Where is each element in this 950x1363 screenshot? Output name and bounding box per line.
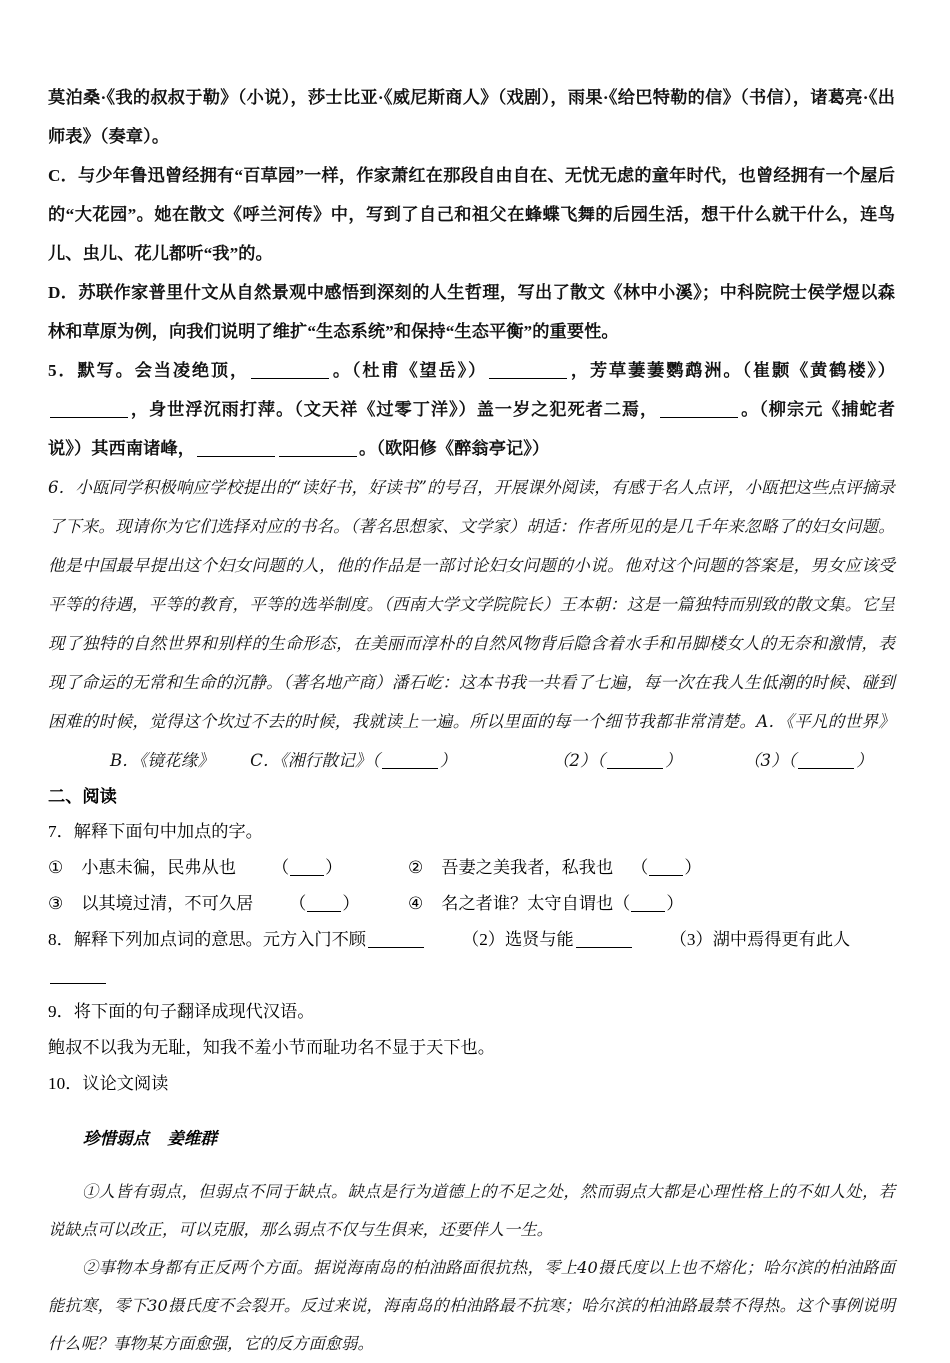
q6-choice-b[interactable]: B．《镜花缘》: [110, 751, 215, 770]
q6-answer-blank-2[interactable]: [607, 768, 663, 769]
option-c-letter: C．: [48, 166, 78, 185]
q6-ans3-open: （3）（: [743, 751, 797, 770]
question-7-row-2: [48, 886, 895, 922]
q6-answer-blank-1[interactable]: [382, 768, 438, 769]
option-b-continuation: 莫泊桑·《我的叔叔于勒》（小说），莎士比亚·《威尼斯商人》（戏剧），雨果·《给巴特勒的信》（书信），诸葛亮·《出师表》（奏章）。: [48, 88, 895, 146]
q9-number: 9．: [48, 1002, 74, 1021]
article-paragraph-2: ②事物本身都有正反两个方面。据说海南岛的柏油路面很抗热，零上40摄氏度以上也不熔化；哈尔滨的柏油路面能抗寒，零下30摄氏度不会裂开。反过来说，海南岛的柏油路最不抗寒；哈尔滨的柏油路最禁不得热。这个事例说明什么呢？事物某方面愈强，它的反方面愈弱。: [48, 1258, 895, 1354]
option-c-paragraph: [48, 156, 895, 273]
q6-ans1-open: （: [371, 751, 380, 770]
q9-prompt-text: 将下面的句子翻译成现代汉语。: [73, 1002, 315, 1021]
q7-item-1: ① 小惠未徧，民弗从也 （ ）: [48, 858, 343, 877]
option-d-letter: D．: [48, 283, 79, 302]
q7-item-2-text: 吾妻之美我者，私我也: [441, 858, 614, 877]
q7-item-4-text: 名之者谁？太守自谓也: [441, 894, 614, 913]
q8-number: 8．: [48, 930, 74, 949]
q6-ans1-close: ）: [439, 751, 457, 770]
q7-item-3: ③ 以其境过清，不可久居 （ ）: [48, 894, 360, 913]
q5-blank-4[interactable]: [660, 417, 738, 418]
article-author: 姜维群: [167, 1127, 218, 1148]
q6-ans2-open: （2）（: [552, 751, 606, 770]
q5-seg3: ，芳草萋萋鹦鹉洲。（崔颢《黄鹤楼》）: [569, 361, 896, 380]
q6-ans2-close: ）: [665, 751, 682, 770]
q8-part2: （2）选贤与能: [462, 930, 574, 949]
q7-item-1-marker: ①: [48, 858, 64, 877]
q5-blank-3[interactable]: [50, 417, 128, 418]
q7-item-2-marker: ②: [408, 858, 424, 877]
q8-part3: （3）湖中焉得更有此人: [669, 930, 851, 949]
q5-seg6: 。（欧阳修《醉翁亭记》）: [359, 439, 550, 458]
q5-blank-6[interactable]: [279, 456, 357, 457]
article-paragraph-1: ①人皆有弱点，但弱点不同于缺点。缺点是行为道德上的不足之处，然而弱点大都是心理性格上的不如人处，若说缺点可以改正，可以克服，那么弱点不仅与生俱来，还要伴人一生。: [48, 1182, 895, 1240]
q7-item-4-marker: ④: [408, 894, 424, 913]
q5-blank-1[interactable]: [251, 378, 329, 379]
q7-number: 7．: [48, 822, 74, 841]
q10-prompt-text: 议论文阅读: [82, 1074, 169, 1093]
question-5: [48, 351, 895, 468]
q5-seg1: 默写。会当凌绝顶，: [77, 361, 250, 380]
q8-prompt-text: 解释下列加点词的意思。元方入门不顾: [73, 930, 366, 949]
q6-choice-c[interactable]: C．《湘行散记》: [250, 751, 372, 770]
q6-answer-blank-3[interactable]: [798, 768, 854, 769]
q5-seg2: 。（杜甫《望岳》）: [331, 361, 488, 380]
q5-seg5: 。（柳宗元《捕蛇者说》）其西南诸峰，: [48, 400, 895, 458]
q7-item-3-blank[interactable]: [307, 911, 341, 912]
q8-blank-2[interactable]: [576, 947, 632, 948]
option-d-paragraph: [48, 273, 895, 351]
q8-blank-1[interactable]: [368, 947, 424, 948]
section-heading-reading: 二、阅读: [48, 787, 117, 806]
question-10-prompt: [48, 1066, 895, 1102]
question-8: [48, 922, 895, 994]
q7-item-1-text: 小惠未徧，民弗从也: [81, 858, 236, 877]
q8-blank-3[interactable]: [50, 983, 106, 984]
q7-item-1-blank[interactable]: [290, 875, 324, 876]
question-7-prompt: [48, 814, 895, 850]
q7-item-2-blank[interactable]: [649, 875, 683, 876]
q5-seg4: ，身世浮沉雨打萍。（文天祥《过零丁洋》）盖一岁之犯死者二焉，: [130, 400, 659, 419]
q7-item-3-marker: ③: [48, 894, 64, 913]
q5-blank-2[interactable]: [489, 378, 567, 379]
q6-number: 6．: [48, 478, 76, 497]
q7-prompt-text: 解释下面句中加点的字。: [73, 822, 263, 841]
q5-blank-5[interactable]: [197, 456, 275, 457]
question-9-sentence: 鲍叔不以我为无耻，知我不羞小节而耻功名不显于天下也。: [48, 1038, 495, 1057]
q10-number: 10．: [48, 1074, 83, 1093]
q5-number: 5．: [48, 361, 78, 380]
question-6: [48, 468, 895, 780]
option-d-text: 苏联作家普里什文从自然景观中感悟到深刻的人生哲理，写出了散文《林中小溪》；中科院院士侯学煜以森林和草原为例，向我们说明了维扩“生态系统”和保持“生态平衡”的重要性。: [48, 283, 895, 341]
question-7-row-1: [48, 850, 895, 886]
q6-choice-a[interactable]: A．《平凡的世界》: [756, 712, 895, 731]
q7-item-3-text: 以其境过清，不可久居: [81, 894, 254, 913]
q6-body: 小瓯同学积极响应学校提出的“读好书，好读书”的号召，开展课外阅读，有感于名人点评，小瓯把这些点评摘录了下来。现请你为它们选择对应的书名。（著名思想家、文学家）胡适：作者所见的是几千年来忽略了的妇女问题。他是中国最早提出这个妇女问题的人，他的作品是一部讨论妇女问题的小说。他对这个问题的答案是，男女应该受平等的待遇，平等的教育，平等的选举制度。（西南大学文学院院长）王本朝：这是一篇独特而别致的散文集。它呈现了独特的自然世界和别样的生命形态，在美丽而淳朴的自然风物背后隐含着水手和吊脚楼女人的无奈和激情，表现了命运的无常和生命的沉静。（著名地产商）潘石屹：这本书我一共看了七遍，每一次在我人生低潮的时候、碰到困难的时候，觉得这个坎过不去的时候，我就读上一遍。所以里面的每一个细节我都非常清楚。: [48, 478, 895, 731]
q6-ans3-close: ）: [856, 751, 873, 770]
q7-item-4: ④ 名之者谁？太守自谓也（ ）: [408, 894, 684, 913]
article-title-line: [48, 1119, 895, 1157]
q7-item-4-blank[interactable]: [631, 911, 665, 912]
question-9-prompt: [48, 994, 895, 1030]
option-c-text: 与少年鲁迅曾经拥有“百草园”一样，作家萧红在那段自由自在、无忧无虑的童年时代，也曾经拥有一个屋后的“大花园”。她在散文《呼兰河传》中，写到了自己和祖父在蜂蝶飞舞的后园生活，想干什么就干什么，连鸟儿、虫儿、花儿都听“我”的。: [48, 166, 895, 263]
q7-item-2: ② 吾妻之美我者，私我也 （ ）: [408, 858, 702, 877]
article-title: 珍惜弱点: [82, 1127, 150, 1148]
